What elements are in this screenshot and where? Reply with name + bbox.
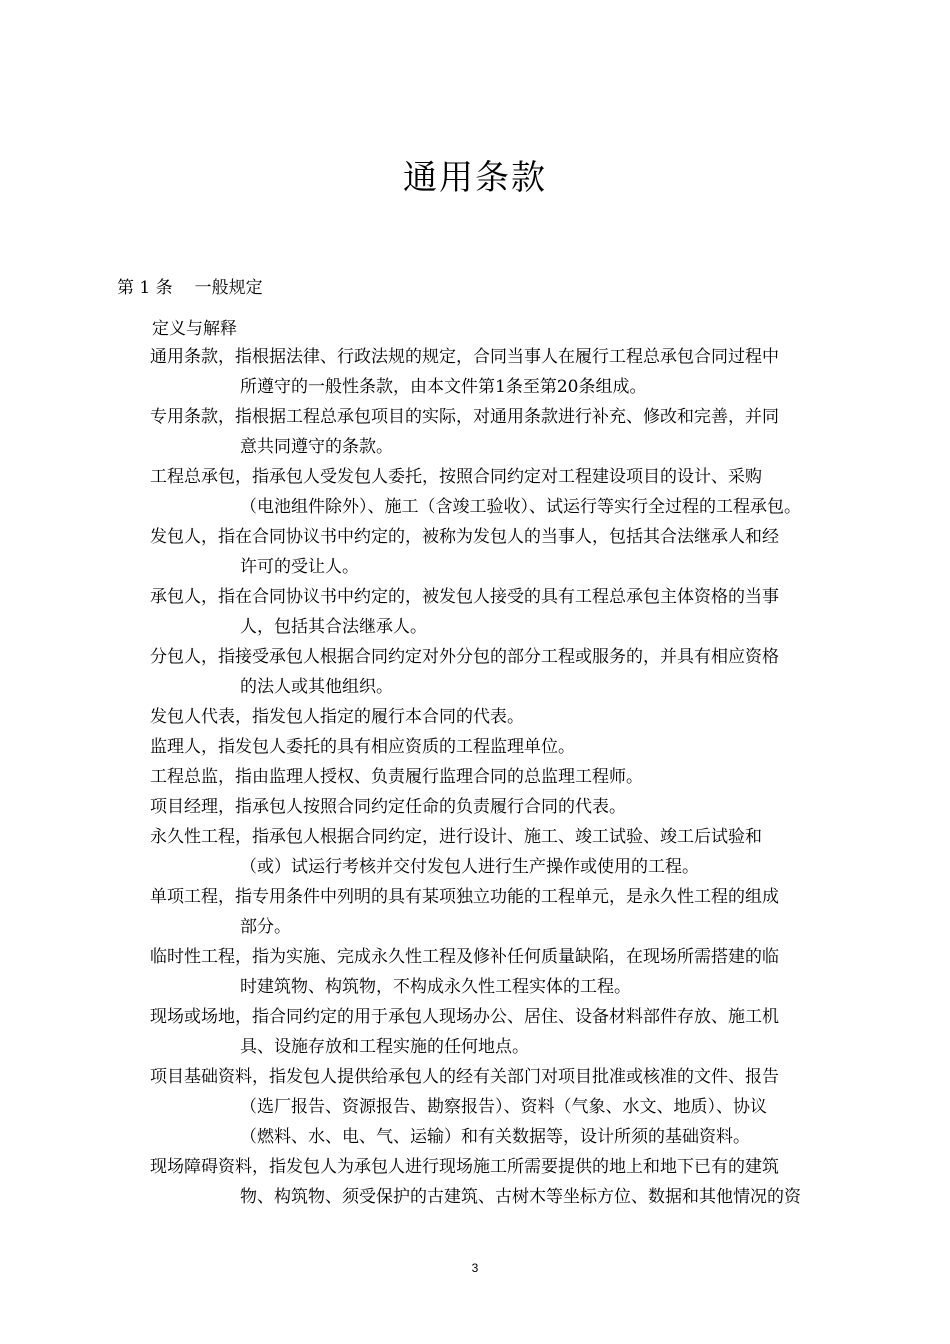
definition-item: [0, 942, 950, 1002]
definition-item: [0, 1002, 950, 1062]
definition-continuation-line: （电池组件除外）、施工（含竣工验收）、试运行等实行全过程的工程承包。: [240, 497, 801, 517]
definition-item: [0, 642, 950, 702]
definition-continuation-line: 具、设施存放和工程实施的任何地点。: [240, 1037, 529, 1057]
definition-first-line: 工程总监，指由监理人授权、负责履行监理合同的总监理工程师。: [150, 767, 643, 787]
definition-first-line: 永久性工程，指承包人根据合同约定，进行设计、施工、竣工试验、竣工后试验和: [150, 827, 762, 847]
definition-item: [0, 762, 950, 792]
page-title: 通用条款: [403, 158, 547, 198]
definition-first-line: 单项工程，指专用条件中列明的具有某项独立功能的工程单元，是永久性工程的组成: [150, 887, 779, 907]
definition-continuation-line: （或）试运行考核并交付发包人进行生产操作或使用的工程。: [240, 857, 699, 877]
definition-item: [0, 582, 950, 642]
article-number: 第 1 条: [117, 278, 173, 298]
definition-first-line: 监理人，指发包人委托的具有相应资质的工程监理单位。: [150, 737, 575, 757]
article-name: 一般规定: [194, 278, 263, 298]
definition-continuation-line: 时建筑物、构筑物，不构成永久性工程实体的工程。: [240, 977, 631, 997]
definition-first-line: 专用条款，指根据工程总承包项目的实际，对通用条款进行补充、修改和完善，并同: [150, 407, 779, 427]
definition-continuation-line: 所遵守的一般性条款，由本文件第1条至第20条组成。: [240, 377, 647, 397]
section-heading: 定义与解释: [152, 319, 237, 339]
definition-item: [0, 462, 950, 522]
definition-item: [0, 702, 950, 732]
definition-first-line: 承包人，指在合同协议书中约定的，被发包人接受的具有工程总承包主体资格的当事: [150, 587, 779, 607]
definition-first-line: 分包人，指接受承包人根据合同约定对外分包的部分工程或服务的，并具有相应资格: [150, 647, 779, 667]
definition-continuation-line: 的法人或其他组织。: [240, 677, 393, 697]
definition-item: [0, 342, 950, 402]
definition-first-line: 工程总承包，指承包人受发包人委托，按照合同约定对工程建设项目的设计、采购: [150, 467, 762, 487]
definition-item: [0, 732, 950, 762]
definition-first-line: 项目经理，指承包人按照合同约定任命的负责履行合同的代表。: [150, 797, 626, 817]
definition-continuation-line: 意共同遵守的条款。: [240, 437, 393, 457]
definitions-list: [0, 342, 950, 1212]
definition-item: [0, 822, 950, 882]
definition-continuation-line: 人，包括其合法继承人。: [240, 617, 427, 637]
definition-continuation-line: 部分。: [240, 917, 291, 937]
definition-first-line: 项目基础资料，指发包人提供给承包人的经有关部门对项目批准或核准的文件、报告: [150, 1067, 779, 1087]
definition-item: [0, 882, 950, 942]
definition-first-line: 发包人，指在合同协议书中约定的，被称为发包人的当事人，包括其合法继承人和经: [150, 527, 779, 547]
definition-first-line: 临时性工程，指为实施、完成永久性工程及修补任何质量缺陷，在现场所需搭建的临: [150, 947, 779, 967]
definition-continuation-line: （燃料、水、电、气、运输）和有关数据等，设计所须的基础资料。: [240, 1127, 750, 1147]
article-heading: [117, 273, 263, 298]
definition-item: [0, 402, 950, 462]
definition-continuation-line: 物、构筑物、须受保护的古建筑、古树木等坐标方位、数据和其他情况的资: [240, 1187, 801, 1207]
definition-continuation-line: 许可的受让人。: [240, 557, 359, 577]
definition-item: [0, 522, 950, 582]
definition-first-line: 通用条款，指根据法律、行政法规的规定，合同当事人在履行工程总承包合同过程中: [150, 347, 779, 367]
definition-item: [0, 792, 950, 822]
definition-first-line: 现场或场地，指合同约定的用于承包人现场办公、居住、设备材料部件存放、施工机: [150, 1007, 779, 1027]
page-number: 3: [471, 1261, 479, 1275]
definition-item: [0, 1062, 950, 1152]
definition-first-line: 发包人代表，指发包人指定的履行本合同的代表。: [150, 707, 524, 727]
definition-item: [0, 1152, 950, 1212]
definition-first-line: 现场障碍资料，指发包人为承包人进行现场施工所需要提供的地上和地下已有的建筑: [150, 1157, 779, 1177]
definition-continuation-line: （选厂报告、资源报告、勘察报告）、资料（气象、水文、地质）、协议: [240, 1097, 767, 1117]
